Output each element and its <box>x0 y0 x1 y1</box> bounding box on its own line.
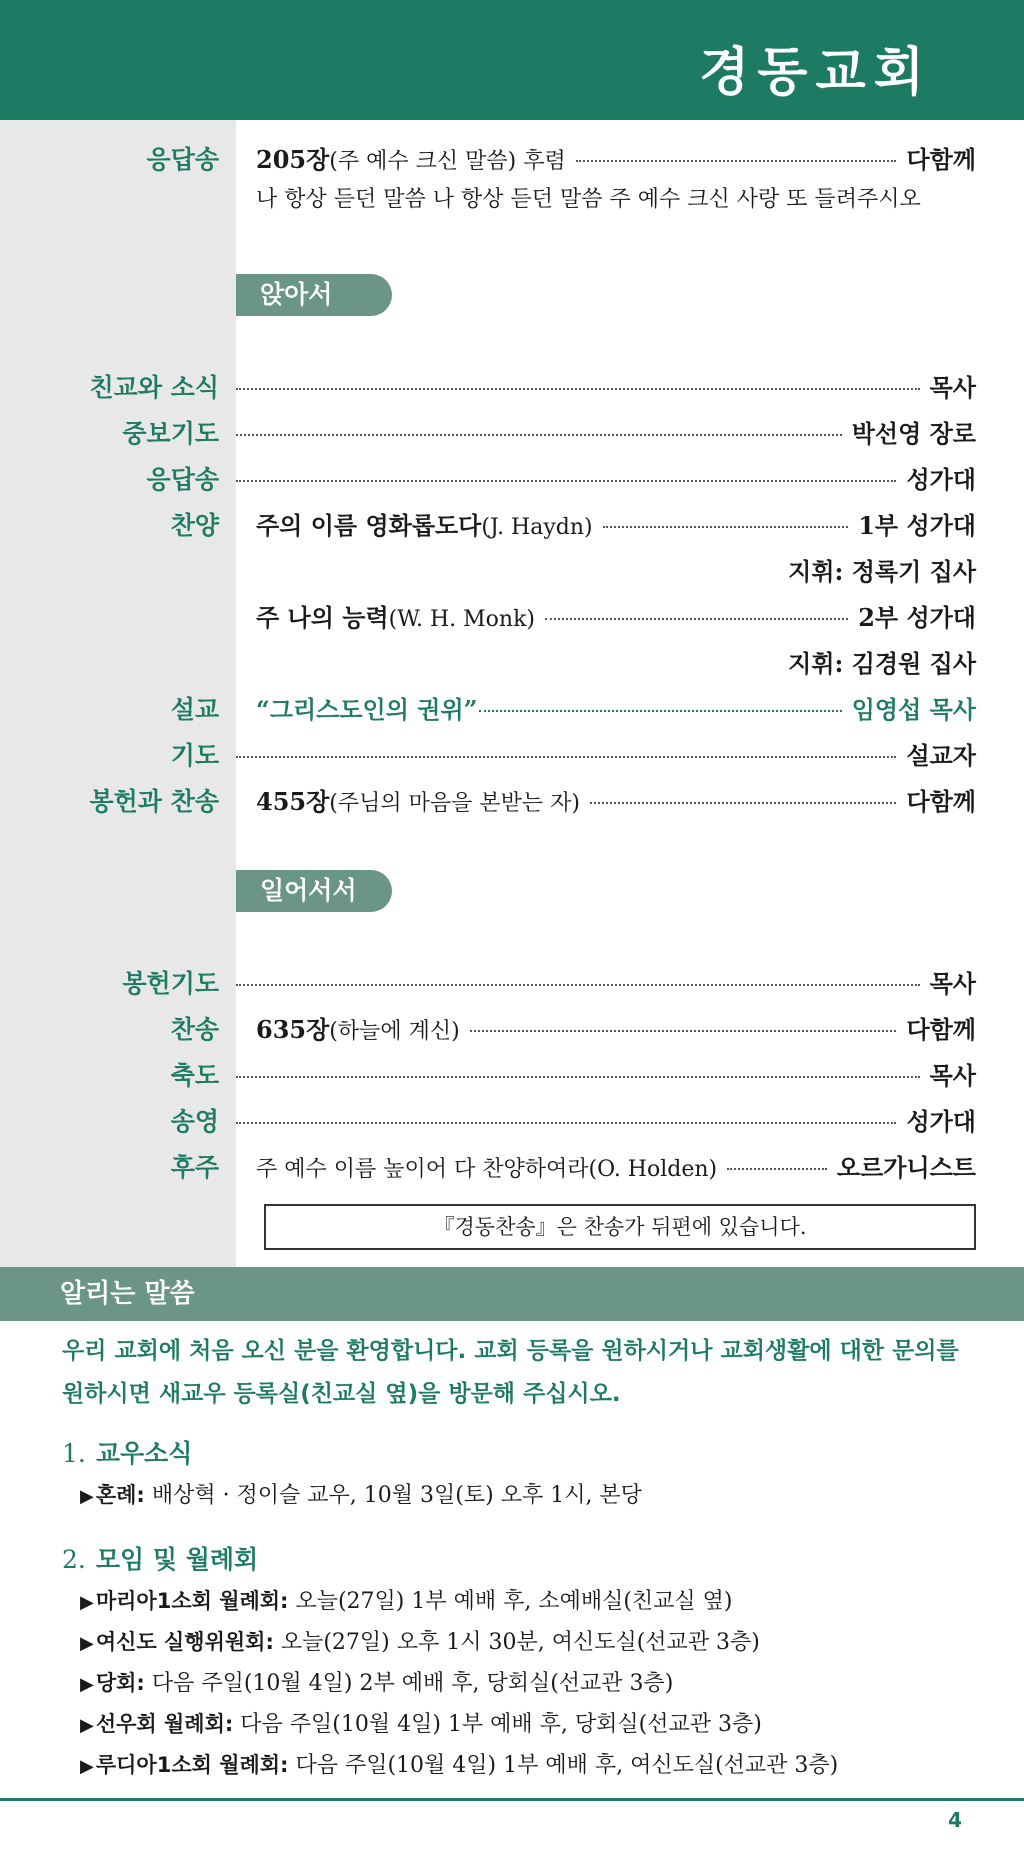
choir: 2부 성가대 <box>858 603 976 632</box>
dot-leader <box>470 1030 897 1032</box>
anthem-row <box>0 594 1024 634</box>
section-title: 교우소식 <box>95 1439 193 1468</box>
performer: 오르가니스트 <box>836 1153 976 1182</box>
dot-leader <box>236 434 842 436</box>
order-row <box>0 456 1024 496</box>
hymn-lyric: 나 항상 듣던 말씀 나 항상 듣던 말씀 주 예수 크신 사랑 또 들려주시오 <box>256 187 921 212</box>
dot-leader <box>236 756 896 758</box>
order-row <box>0 1052 1024 1092</box>
order-label: 응답송 <box>146 465 219 494</box>
response-hymn-row <box>0 136 1024 176</box>
hymn-title: (주님의 마음을 본받는 자) <box>329 791 580 816</box>
postlude-row <box>0 1144 1024 1184</box>
performer: 다함께 <box>906 145 976 174</box>
hymn-title: (하늘에 계신) <box>329 1019 460 1044</box>
order-row <box>0 732 1024 772</box>
performer: 목사 <box>929 969 976 998</box>
dot-leader <box>590 802 896 804</box>
dot-leader <box>236 984 920 986</box>
performer: 성가대 <box>906 1107 976 1136</box>
dot-leader <box>236 1076 920 1078</box>
bullet-triangle-icon: ▶ <box>80 1592 94 1613</box>
anthem-title: 주의 이름 영화롭도다 <box>256 511 482 540</box>
dot-leader <box>479 710 841 712</box>
performer: 성가대 <box>906 465 976 494</box>
order-label: 송영 <box>170 1107 219 1136</box>
welcome-message: 우리 교회에 처음 오신 분을 환영합니다. 교회 등록을 원하시거나 교회생활에 대한 문의를 원하시면 새교우 등록실(친교실 옆)을 방문해 주십시오. <box>62 1338 959 1407</box>
anthem-row <box>0 502 1024 542</box>
hymnal-note: 『경동찬송』은 찬송가 뒤편에 있습니다. <box>264 1204 976 1250</box>
anthem-title: 주 나의 능력 <box>256 603 389 632</box>
notice-section-title <box>62 1540 258 1576</box>
hymn-row <box>0 1006 1024 1046</box>
notice-key: 당회: <box>95 1671 145 1695</box>
notice-section-title <box>62 1434 192 1470</box>
order-label: 봉헌과 찬송 <box>89 787 219 816</box>
notice-key: 여신도 실행위원회: <box>95 1630 274 1654</box>
order-label: 기도 <box>170 741 219 770</box>
notice-text: 다음 주일(10월 4일) 2부 예배 후, 당회실(선교관 3층) <box>144 1671 674 1696</box>
sermon-title: “그리스도인의 권위” <box>256 695 478 724</box>
notice-item <box>80 1707 762 1738</box>
dot-leader <box>236 480 896 482</box>
notice-item <box>80 1666 673 1697</box>
footer-divider <box>0 1798 1024 1801</box>
order-label: 설교 <box>170 695 219 724</box>
composer: (J. Haydn) <box>481 515 593 540</box>
order-label: 찬양 <box>170 511 219 540</box>
bullet-triangle-icon: ▶ <box>80 1674 94 1695</box>
order-label: 봉헌기도 <box>122 969 219 998</box>
offering-row <box>0 778 1024 818</box>
notice-key: 루디아1소회 월례회: <box>95 1753 289 1777</box>
order-row <box>0 960 1024 1000</box>
dot-leader <box>236 1122 896 1124</box>
bullet-triangle-icon: ▶ <box>80 1756 94 1777</box>
notice-item <box>80 1748 838 1779</box>
order-label: 후주 <box>170 1153 219 1182</box>
conductor: 지휘: 정록기 집사 <box>788 557 976 586</box>
bullet-triangle-icon: ▶ <box>80 1715 94 1736</box>
performer: 목사 <box>929 1061 976 1090</box>
dot-leader <box>727 1168 827 1170</box>
notices-title: 알리는 말씀 <box>0 1267 1024 1321</box>
notice-item <box>80 1584 733 1615</box>
church-name: 경동교회 <box>699 42 932 103</box>
performer: 박선영 장로 <box>851 419 976 448</box>
order-label: 찬송 <box>170 1015 219 1044</box>
composer: (W. H. Monk) <box>388 607 536 632</box>
conductor: 지휘: 김경원 집사 <box>788 649 976 678</box>
notice-text: 오늘(27일) 1부 예배 후, 소예배실(친교실 옆) <box>288 1589 733 1614</box>
section-number: 2. <box>62 1545 86 1574</box>
hymn-title: (주 예수 크신 말씀) 후렴 <box>329 149 566 174</box>
notice-item <box>80 1625 760 1656</box>
notice-key: 혼례: <box>95 1483 145 1507</box>
performer: 설교자 <box>906 741 976 770</box>
section-sitting: 앉아서 <box>236 274 392 316</box>
performer: 목사 <box>929 373 976 402</box>
section-standing: 일어서서 <box>236 870 392 912</box>
choir: 1부 성가대 <box>858 511 976 540</box>
dot-leader <box>545 618 848 620</box>
notice-key: 선우회 월례회: <box>95 1712 234 1736</box>
dot-leader <box>576 160 897 162</box>
postlude-title: 주 예수 이름 높이어 다 찬양하여라(O. Holden) <box>256 1157 718 1182</box>
performer: 다함께 <box>906 787 976 816</box>
bullet-triangle-icon: ▶ <box>80 1486 94 1507</box>
order-label: 응답송 <box>146 145 219 174</box>
notice-text: 오늘(27일) 오후 1시 30분, 여신도실(선교관 3층) <box>273 1630 760 1655</box>
hymn-number: 205장 <box>256 145 330 174</box>
page-number: 4 <box>948 1808 962 1832</box>
header-bar <box>0 0 1024 120</box>
dot-leader <box>603 526 849 528</box>
section-title: 모임 및 월례회 <box>95 1545 259 1574</box>
order-row <box>0 410 1024 450</box>
order-label: 축도 <box>170 1061 219 1090</box>
order-label: 중보기도 <box>122 419 219 448</box>
dot-leader <box>236 388 920 390</box>
preacher: 임영섭 목사 <box>851 695 976 724</box>
sermon-row <box>0 686 1024 726</box>
notice-text: 다음 주일(10월 4일) 1부 예배 후, 당회실(선교관 3층) <box>233 1712 762 1737</box>
hymn-number: 635장 <box>256 1015 330 1044</box>
section-number: 1. <box>62 1439 86 1468</box>
bullet-triangle-icon: ▶ <box>80 1633 94 1654</box>
order-row <box>0 1098 1024 1138</box>
notice-text: 다음 주일(10월 4일) 1부 예배 후, 여신도실(선교관 3층) <box>288 1753 839 1778</box>
notice-item <box>80 1478 642 1509</box>
performer: 다함께 <box>906 1015 976 1044</box>
order-label: 친교와 소식 <box>89 373 219 402</box>
notice-text: 배상혁 · 정이슬 교우, 10월 3일(토) 오후 1시, 본당 <box>144 1483 642 1508</box>
notice-key: 마리아1소회 월례회: <box>95 1589 289 1613</box>
hymn-number: 455장 <box>256 787 330 816</box>
order-row <box>0 364 1024 404</box>
